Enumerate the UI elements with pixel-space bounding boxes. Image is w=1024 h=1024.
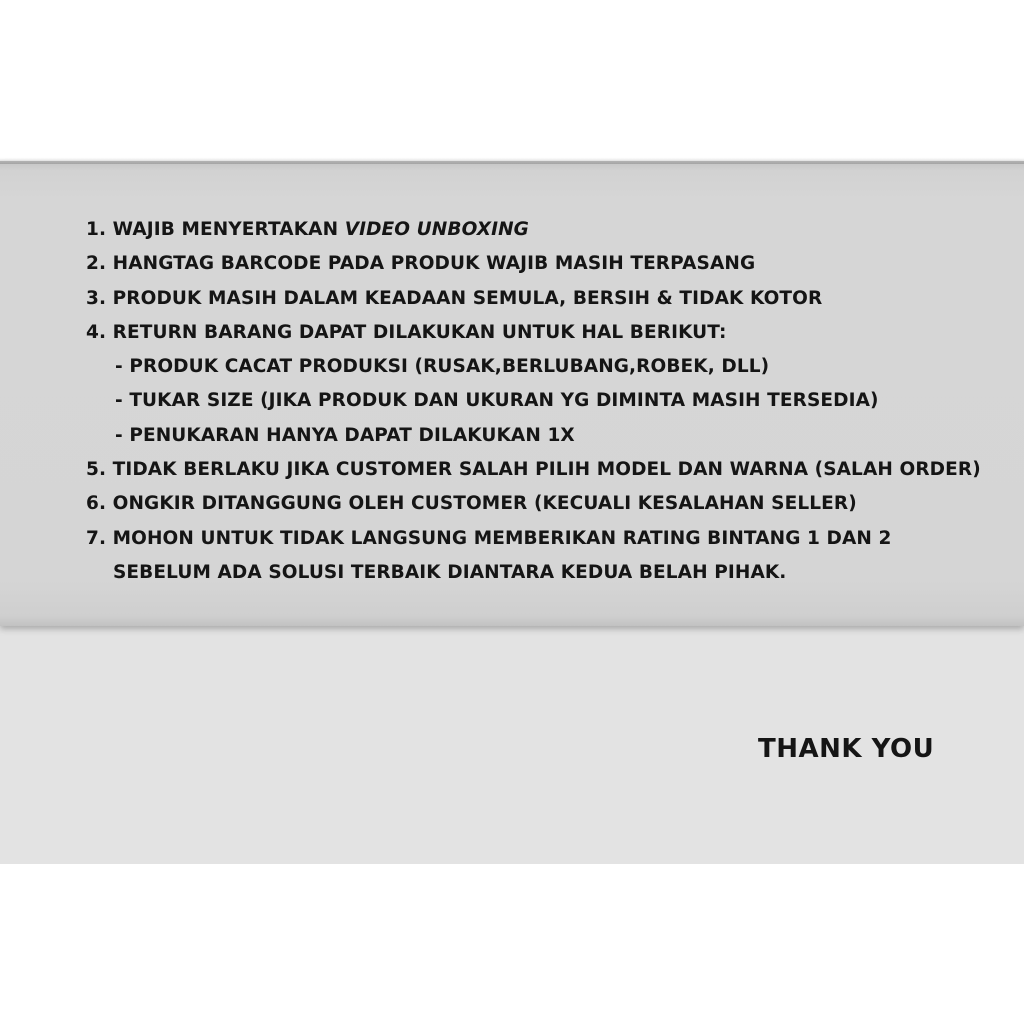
rule-7-continued: SEBELUM ADA SOLUSI TERBAIK DIANTARA KEDUA BELAH PIHAK. [113,561,787,583]
rule-1-emphasis: VIDEO UNBOXING [344,219,529,240]
rule-2: 2. HANGTAG BARCODE PADA PRODUK WAJIB MASIH TERPASANG [86,253,756,275]
rule-4: 4. RETURN BARANG DAPAT DILAKUKAN UNTUK HAL BERIKUT: [86,321,727,343]
rule-4-sub-1: - PRODUK CACAT PRODUKSI (RUSAK,BERLUBANG,ROBEK, DLL) [115,356,770,378]
rule-6: 6. ONGKIR DITANGGUNG OLEH CUSTOMER (KECUALI KESALAHAN SELLER) [86,493,857,515]
rule-4-sub-3: - PENUKARAN HANYA DAPAT DILAKUKAN 1X [115,424,575,446]
top-edge-shadow [0,158,1024,164]
rule-1-text: 1. WAJIB MENYERTAKAN [86,219,345,240]
rule-1 [86,216,986,250]
rule-5: 5. TIDAK BERLAKU JIKA CUSTOMER SALAH PILIH MODEL DAN WARNA (SALAH ORDER) [86,459,981,481]
rules-list [86,216,986,593]
thank-you-text: THANK YOU [758,734,935,764]
rule-4-sub-2: - TUKAR SIZE (JIKA PRODUK DAN UKURAN YG DIMINTA MASIH TERSEDIA) [115,390,879,412]
rule-3: 3. PRODUK MASIH DALAM KEADAAN SEMULA, BERSIH & TIDAK KOTOR [86,287,823,309]
rule-7: 7. MOHON UNTUK TIDAK LANGSUNG MEMBERIKAN RATING BINTANG 1 DAN 2 [86,527,892,549]
